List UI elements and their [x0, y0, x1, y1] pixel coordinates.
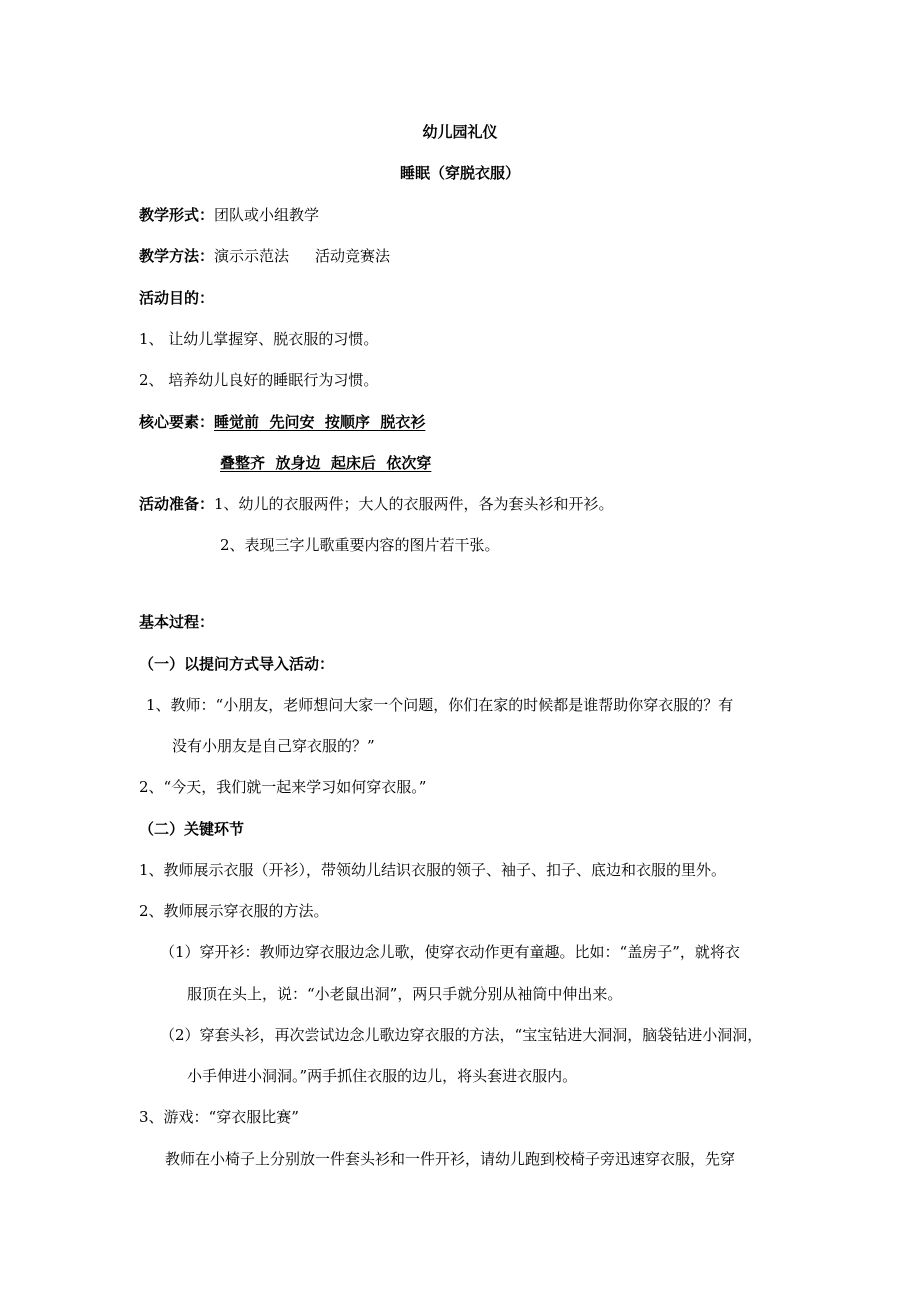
- section-2-sub-1-line-b: 服顶在头上，说：“小老鼠出洞”，两只手就分别从袖筒中伸出来。: [187, 985, 623, 1003]
- teaching-form-label: 教学形式：: [139, 206, 215, 224]
- section-2-heading: （二）关键环节: [139, 820, 245, 838]
- section-2-item-1: 1、教师展示衣服（开衫），带领幼儿结识衣服的领子、袖子、扣子、底边和衣服的里外。: [139, 861, 727, 879]
- teaching-method-value-1: 演示示范法: [214, 247, 290, 265]
- section-1-heading: （一）以提问方式导入活动：: [139, 655, 335, 673]
- section-2-item-3: 3、游戏：“穿衣服比赛”: [139, 1108, 299, 1126]
- document-title: 幼儿园礼仪: [422, 123, 498, 141]
- prep-item-1: 1、幼儿的衣服两件；大人的衣服两件，各为套头衫和开衫。: [214, 495, 614, 513]
- prep-item-2: 2、表现三字儿歌重要内容的图片若干张。: [220, 536, 500, 554]
- section-2-sub-2-line-a: （2）穿套头衫，再次尝试边念儿歌边穿衣服的方法，“宝宝钻进大洞洞，脑袋钻进小洞洞，: [160, 1026, 763, 1044]
- prep-row-1: [139, 494, 614, 514]
- section-2-sub-1-line-a: （1）穿开衫：教师边穿衣服边念儿歌，使穿衣动作更有童趣。比如：“盖房子”，就将衣: [160, 943, 740, 961]
- document-subtitle: 睡眠（穿脱衣服）: [399, 164, 520, 182]
- core-label: 核心要素：: [139, 413, 215, 431]
- core-row-1: [139, 412, 425, 432]
- core-line-2: 叠整齐 放身边 起床后 依次穿: [220, 454, 432, 472]
- process-label: 基本过程：: [139, 613, 215, 631]
- teaching-form-row: [139, 205, 319, 225]
- section-1-item-2: 2、“今天，我们就一起来学习如何穿衣服。”: [139, 778, 427, 796]
- section-2-sub-2-line-b: 小手伸进小洞洞。”两手抓住衣服的边儿，将头套进衣服内。: [187, 1067, 578, 1085]
- teaching-method-label: 教学方法：: [139, 247, 215, 265]
- goal-item-1: 1、 让幼儿掌握穿、脱衣服的习惯。: [139, 330, 379, 348]
- section-1-item-1-line-b: 没有小朋友是自己穿衣服的？”: [172, 737, 375, 755]
- prep-label: 活动准备：: [139, 495, 215, 513]
- section-1-item-1-line-a: 1、教师：“小朋友，老师想问大家一个问题，你们在家的时候都是谁帮助你穿衣服的？有: [146, 696, 734, 714]
- goal-item-2: 2、 培养幼儿良好的睡眠行为习惯。: [139, 371, 379, 389]
- section-2-item-3-description: 教师在小椅子上分别放一件套头衫和一件开衫，请幼儿跑到校椅子旁迅速穿衣服，先穿: [165, 1150, 736, 1168]
- teaching-method-row: [139, 246, 390, 266]
- core-line-1: 睡觉前 先问安 按顺序 脱衣衫: [214, 413, 426, 431]
- teaching-method-value-2: 活动竞赛法: [315, 247, 391, 265]
- teaching-form-value: 团队或小组教学: [214, 206, 320, 224]
- goals-label: 活动目的：: [139, 289, 215, 307]
- section-2-item-2: 2、教师展示穿衣服的方法。: [139, 902, 329, 920]
